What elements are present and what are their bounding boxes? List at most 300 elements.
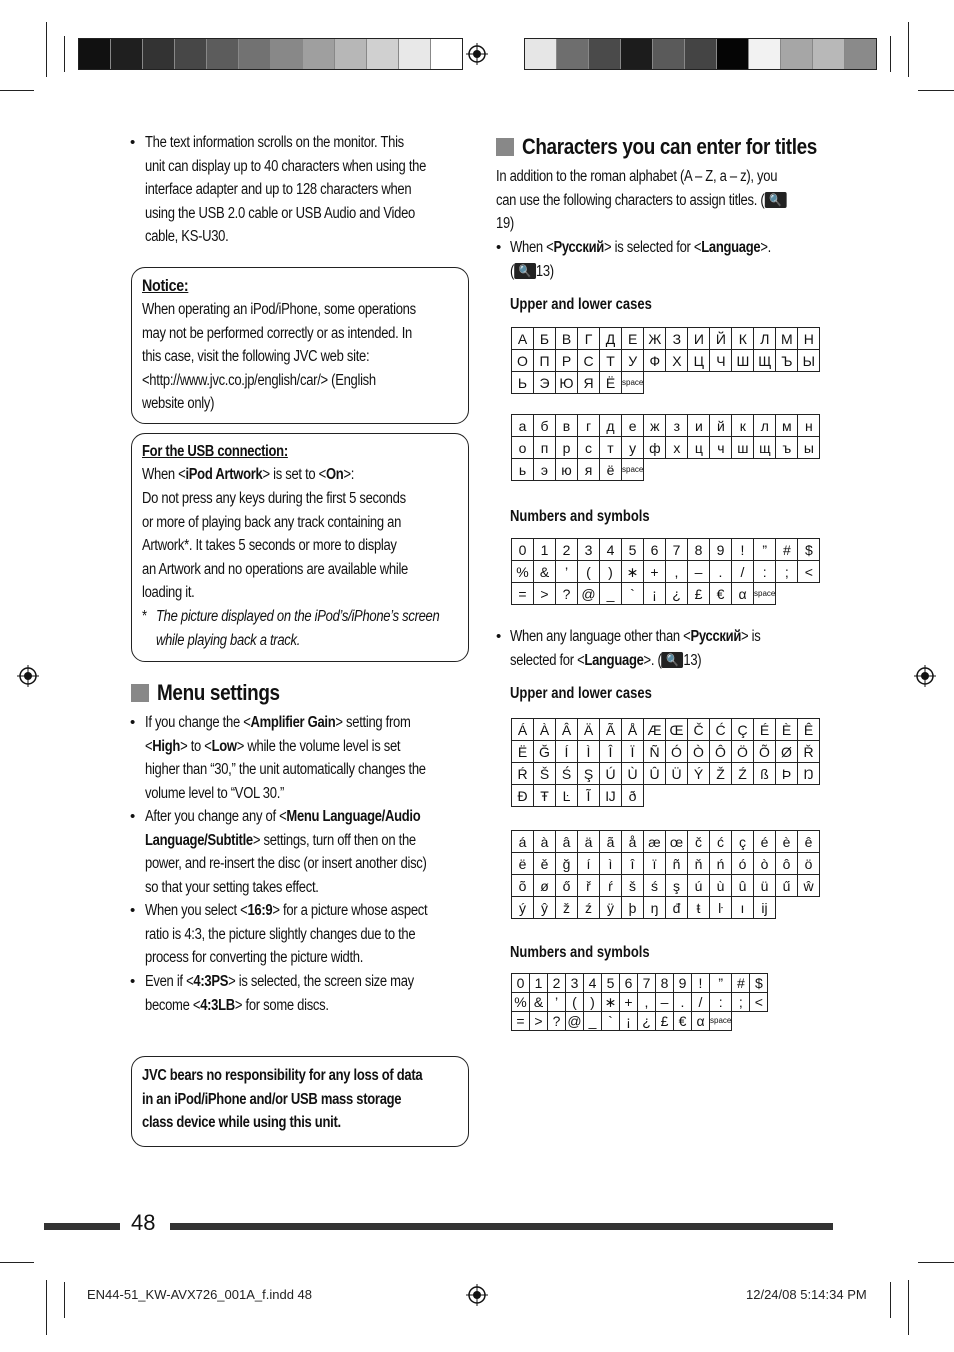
cyrillic-lowercase-table bbox=[511, 414, 820, 481]
char-cell: $ bbox=[750, 974, 768, 993]
menu-bullet-amp-gain: If you change the <Amplifier Gain> setting from <High> to <Low> while the volume level is set higher than “30,” the unit automatically changes the volume level to “VOL 30.” bbox=[145, 714, 426, 802]
char-cell: ŵ bbox=[798, 875, 820, 897]
char-cell: ! bbox=[732, 539, 754, 561]
text-line: loading it. bbox=[142, 584, 195, 601]
char-cell: 0 bbox=[512, 974, 530, 993]
text-line: class device while using this unit. bbox=[142, 1114, 341, 1131]
char-cell: л bbox=[754, 415, 776, 437]
text-line: interface adapter and up to 128 characters when bbox=[145, 181, 412, 198]
char-cell: € bbox=[710, 583, 732, 605]
char-cell: Ž bbox=[710, 763, 732, 785]
char-cell: ć bbox=[710, 831, 732, 853]
char-cell: ř bbox=[578, 875, 600, 897]
char-cell: Ö bbox=[732, 741, 754, 763]
char-cell: : bbox=[754, 561, 776, 583]
char-cell: _ bbox=[600, 583, 622, 605]
char-cell: í bbox=[578, 853, 600, 875]
char-cell: Æ bbox=[644, 719, 666, 741]
char-cell: + bbox=[620, 993, 638, 1012]
char-cell: ê bbox=[798, 831, 820, 853]
char-cell: 5 bbox=[602, 974, 620, 993]
char-cell: й bbox=[710, 415, 732, 437]
char-cell: ц bbox=[688, 437, 710, 459]
char-cell: Х bbox=[666, 350, 688, 372]
char-cell: ò bbox=[754, 853, 776, 875]
char-cell: Ч bbox=[710, 350, 732, 372]
char-cell: К bbox=[732, 328, 754, 350]
text-line: Artwork*. It takes 5 seconds or more to display bbox=[142, 537, 397, 554]
char-cell: û bbox=[732, 875, 754, 897]
char-cell: č bbox=[688, 831, 710, 853]
char-cell: % bbox=[512, 561, 534, 583]
crop-mark bbox=[890, 1282, 891, 1318]
char-cell: 1 bbox=[530, 974, 548, 993]
char-cell: А bbox=[512, 328, 534, 350]
intro-paragraph bbox=[145, 131, 426, 249]
char-cell: ж bbox=[644, 415, 666, 437]
char-cell: space bbox=[622, 372, 644, 394]
crop-mark bbox=[0, 90, 34, 91]
cyr-cases-label: Upper and lower cases bbox=[510, 296, 652, 313]
char-cell: Ò bbox=[688, 741, 710, 763]
char-cell: 2 bbox=[556, 539, 578, 561]
color-swatch bbox=[303, 39, 335, 69]
char-cell: б bbox=[534, 415, 556, 437]
char-cell: + bbox=[644, 561, 666, 583]
char-cell: # bbox=[732, 974, 750, 993]
char-cell: ù bbox=[710, 875, 732, 897]
char-cell: ( bbox=[578, 561, 600, 583]
char-cell: Ú bbox=[600, 763, 622, 785]
char-cell: Ŕ bbox=[512, 763, 534, 785]
char-cell: ì bbox=[600, 853, 622, 875]
char-cell: ð bbox=[622, 785, 644, 807]
registration-mark-icon bbox=[466, 43, 488, 65]
char-cell: Î bbox=[600, 741, 622, 763]
char-cell: ? bbox=[548, 1012, 566, 1031]
char-cell: 4 bbox=[584, 974, 602, 993]
char-cell: м bbox=[776, 415, 798, 437]
char-cell: Й bbox=[710, 328, 732, 350]
char-cell: ” bbox=[754, 539, 776, 561]
char-cell: é bbox=[754, 831, 776, 853]
char-cell: @ bbox=[578, 583, 600, 605]
jvc-disclaimer bbox=[142, 1064, 422, 1135]
bullet-icon: • bbox=[130, 808, 136, 825]
char-cell: 3 bbox=[566, 974, 584, 993]
char-cell: ŷ bbox=[534, 897, 556, 919]
text-line: while playing back a track. bbox=[156, 631, 301, 649]
text-line: The text information scrolls on the monitor. This bbox=[145, 134, 404, 151]
page-rule-right bbox=[170, 1223, 833, 1230]
char-cell: Т bbox=[600, 350, 622, 372]
char-cell: â bbox=[556, 831, 578, 853]
char-cell: α bbox=[692, 1012, 710, 1031]
char-cell: У bbox=[622, 350, 644, 372]
char-cell: 6 bbox=[644, 539, 666, 561]
text-line: using the USB 2.0 cable or USB Audio and Video bbox=[145, 204, 415, 222]
char-cell: Ж bbox=[644, 328, 666, 350]
char-cell: ź bbox=[578, 897, 600, 919]
usb-title: For the USB connection: bbox=[142, 443, 288, 460]
characters-intro: In addition to the roman alphabet (A – Z, a – z), you can use the following characters to assign titles. ( 🔍 19) bbox=[496, 165, 786, 236]
char-cell: 3 bbox=[578, 539, 600, 561]
char-cell: Í bbox=[556, 741, 578, 763]
char-cell: ф bbox=[644, 437, 666, 459]
usb-note bbox=[156, 605, 439, 652]
bullet-icon: • bbox=[130, 134, 136, 151]
char-cell: ś bbox=[644, 875, 666, 897]
char-cell: Б bbox=[534, 328, 556, 350]
char-cell: = bbox=[512, 1012, 530, 1031]
char-cell: ч bbox=[710, 437, 732, 459]
char-cell: space bbox=[622, 459, 644, 481]
menu-bullet-4-3: Even if <4:3PS> is selected, the screen size may become <4:3LB> for some discs. bbox=[145, 973, 414, 1014]
color-swatch bbox=[367, 39, 399, 69]
registration-mark-icon bbox=[914, 665, 936, 687]
russian-bullet: When <Русский> is selected for <Language>. ( 🔍 13) bbox=[510, 239, 772, 280]
char-cell: _ bbox=[584, 1012, 602, 1031]
char-cell: ï bbox=[644, 853, 666, 875]
char-cell: . bbox=[674, 993, 692, 1012]
char-cell: Ć bbox=[710, 719, 732, 741]
char-cell: Ø bbox=[776, 741, 798, 763]
char-cell: & bbox=[534, 561, 556, 583]
char-cell: 9 bbox=[710, 539, 732, 561]
char-cell: å bbox=[622, 831, 644, 853]
char-cell: з bbox=[666, 415, 688, 437]
text-line: JVC bears no responsibility for any loss of data bbox=[142, 1067, 423, 1084]
char-cell: ń bbox=[710, 853, 732, 875]
char-cell: Щ bbox=[754, 350, 776, 372]
char-cell: Ç bbox=[732, 719, 754, 741]
char-cell: Ё bbox=[600, 372, 622, 394]
text-line: may not be performed correctly or as intended. In bbox=[142, 324, 413, 342]
crop-mark bbox=[64, 1282, 65, 1318]
page-number: 48 bbox=[131, 1210, 156, 1235]
char-cell: á bbox=[512, 831, 534, 853]
char-cell: р bbox=[556, 437, 578, 459]
char-cell: Ř bbox=[798, 741, 820, 763]
char-cell: Ю bbox=[556, 372, 578, 394]
char-cell: Ê bbox=[798, 719, 820, 741]
char-cell: Á bbox=[512, 719, 534, 741]
char-cell: Ĩ bbox=[578, 785, 600, 807]
char-cell: , bbox=[666, 561, 688, 583]
char-cell: ь bbox=[512, 459, 534, 481]
char-cell: Д bbox=[600, 328, 622, 350]
color-swatch bbox=[813, 39, 845, 69]
char-cell: œ bbox=[666, 831, 688, 853]
char-cell: Ш bbox=[732, 350, 754, 372]
color-swatch bbox=[207, 39, 239, 69]
char-cell: н bbox=[798, 415, 820, 437]
bullet-icon: • bbox=[130, 973, 136, 990]
char-cell: ß bbox=[754, 763, 776, 785]
char-cell: Ë bbox=[512, 741, 534, 763]
char-cell: > bbox=[534, 583, 556, 605]
char-cell: ъ bbox=[776, 437, 798, 459]
char-cell: space bbox=[710, 1012, 732, 1031]
color-swatch bbox=[685, 39, 717, 69]
char-cell: 1 bbox=[534, 539, 556, 561]
char-cell: ! bbox=[692, 974, 710, 993]
char-cell: õ bbox=[512, 875, 534, 897]
char-cell: = bbox=[512, 583, 534, 605]
char-cell: Š bbox=[534, 763, 556, 785]
char-cell: ? bbox=[556, 583, 578, 605]
bullet-icon: • bbox=[496, 628, 502, 645]
char-cell: ű bbox=[776, 875, 798, 897]
char-cell: ( bbox=[566, 993, 584, 1012]
text-line: <http://www.jvc.co.jp/english/car/> (English bbox=[142, 371, 376, 389]
other-language-bullet: When any language other than <Русский> is selected for <Language>. ( 🔍 13) bbox=[510, 628, 761, 669]
crop-mark bbox=[46, 22, 47, 77]
color-swatch bbox=[525, 39, 557, 69]
char-cell: О bbox=[512, 350, 534, 372]
color-swatch bbox=[79, 39, 111, 69]
char-cell: ı bbox=[732, 897, 754, 919]
char-cell: < bbox=[798, 561, 820, 583]
char-cell: α bbox=[732, 583, 754, 605]
char-cell: щ bbox=[754, 437, 776, 459]
char-cell: É bbox=[754, 719, 776, 741]
symbols-table-2 bbox=[511, 973, 768, 1031]
char-cell: þ bbox=[622, 897, 644, 919]
char-cell: э bbox=[534, 459, 556, 481]
char-cell: ∗ bbox=[602, 993, 620, 1012]
notice-text bbox=[142, 298, 416, 416]
color-swatch bbox=[335, 39, 367, 69]
char-cell: æ bbox=[644, 831, 666, 853]
char-cell: Ñ bbox=[644, 741, 666, 763]
color-swatch bbox=[749, 39, 781, 69]
color-swatch bbox=[621, 39, 653, 69]
crop-mark bbox=[64, 36, 65, 72]
char-cell: ’ bbox=[556, 561, 578, 583]
char-cell: Ź bbox=[732, 763, 754, 785]
char-cell: š bbox=[622, 875, 644, 897]
usb-note-mark: * bbox=[142, 608, 147, 625]
bullet-icon: • bbox=[130, 714, 136, 731]
text-line: in an iPod/iPhone and/or USB mass storage bbox=[142, 1090, 402, 1108]
char-cell: З bbox=[666, 328, 688, 350]
registration-mark-icon bbox=[466, 1284, 488, 1306]
char-cell: ý bbox=[512, 897, 534, 919]
char-cell: ŕ bbox=[600, 875, 622, 897]
bullet-icon: • bbox=[130, 902, 136, 919]
cyrillic-uppercase-table bbox=[511, 327, 820, 394]
char-cell: ö bbox=[798, 853, 820, 875]
char-cell: space bbox=[754, 583, 776, 605]
char-cell: Ŀ bbox=[556, 785, 578, 807]
char-cell: Ŋ bbox=[798, 763, 820, 785]
char-cell: и bbox=[688, 415, 710, 437]
char-cell: к bbox=[732, 415, 754, 437]
char-cell: À bbox=[534, 719, 556, 741]
char-cell: 7 bbox=[638, 974, 656, 993]
char-cell: Ã bbox=[600, 719, 622, 741]
char-cell: е bbox=[622, 415, 644, 437]
char-cell: ŧ bbox=[688, 897, 710, 919]
char-cell: Н bbox=[798, 328, 820, 350]
numbers-label-2: Numbers and symbols bbox=[510, 944, 650, 961]
char-cell: £ bbox=[656, 1012, 674, 1031]
color-swatch bbox=[399, 39, 431, 69]
char-cell: ş bbox=[666, 875, 688, 897]
char-cell: ш bbox=[732, 437, 754, 459]
char-cell: ñ bbox=[666, 853, 688, 875]
char-cell: Л bbox=[754, 328, 776, 350]
char-cell: < bbox=[750, 993, 768, 1012]
notice-title: Notice: bbox=[142, 276, 189, 295]
footer-file-info: EN44-51_KW-AVX726_001A_f.indd 48 bbox=[87, 1287, 313, 1302]
char-cell: 5 bbox=[622, 539, 644, 561]
char-cell: Â bbox=[556, 719, 578, 741]
section-square-icon bbox=[131, 684, 149, 702]
char-cell: Ц bbox=[688, 350, 710, 372]
char-cell: ё bbox=[600, 459, 622, 481]
char-cell: М bbox=[776, 328, 798, 350]
numbers-label-1: Numbers and symbols bbox=[510, 508, 650, 525]
char-cell: Ô bbox=[710, 741, 732, 763]
char-cell: Р bbox=[556, 350, 578, 372]
char-cell: В bbox=[556, 328, 578, 350]
char-cell: # bbox=[776, 539, 798, 561]
char-cell: Ъ bbox=[776, 350, 798, 372]
char-cell: ø bbox=[534, 875, 556, 897]
bullet-icon: • bbox=[496, 239, 502, 256]
color-swatch bbox=[717, 39, 749, 69]
char-cell: ¿ bbox=[666, 583, 688, 605]
menu-bullet-16-9: When you select <16:9> for a picture whose aspect ratio is 4:3, the picture slightly changes due to the process for converting the picture width. bbox=[145, 902, 428, 966]
text-line: The picture displayed on the iPod’s/iPhone’s screen bbox=[156, 608, 440, 625]
text-line: this case, visit the following JVC web site: bbox=[142, 348, 370, 365]
color-swatch bbox=[653, 39, 685, 69]
char-cell: ŀ bbox=[710, 897, 732, 919]
char-cell: ; bbox=[732, 993, 750, 1012]
char-cell: у bbox=[622, 437, 644, 459]
char-cell: ğ bbox=[556, 853, 578, 875]
char-cell: à bbox=[534, 831, 556, 853]
char-cell: ` bbox=[622, 583, 644, 605]
char-cell: / bbox=[692, 993, 710, 1012]
char-cell: Ó bbox=[666, 741, 688, 763]
char-cell: ’ bbox=[548, 993, 566, 1012]
char-cell: 6 bbox=[620, 974, 638, 993]
char-cell: ĳ bbox=[754, 897, 776, 919]
char-cell: Ы bbox=[798, 350, 820, 372]
char-cell: ∗ bbox=[622, 561, 644, 583]
color-calibration-bar-left bbox=[78, 38, 463, 70]
color-swatch bbox=[589, 39, 621, 69]
crop-mark bbox=[918, 90, 954, 91]
char-cell: Þ bbox=[776, 763, 798, 785]
color-calibration-bar-right bbox=[524, 38, 877, 70]
char-cell: € bbox=[674, 1012, 692, 1031]
char-cell: Ŧ bbox=[534, 785, 556, 807]
color-swatch bbox=[239, 39, 271, 69]
color-swatch bbox=[557, 39, 589, 69]
latin-lowercase-table bbox=[511, 830, 820, 919]
char-cell: % bbox=[512, 993, 530, 1012]
color-swatch bbox=[111, 39, 143, 69]
char-cell: ) bbox=[584, 993, 602, 1012]
crop-mark bbox=[908, 22, 909, 77]
crop-mark bbox=[918, 1262, 954, 1263]
char-cell: & bbox=[530, 993, 548, 1012]
char-cell: $ bbox=[798, 539, 820, 561]
char-cell: ю bbox=[556, 459, 578, 481]
text-line: an Artwork and no operations are available while bbox=[142, 560, 408, 578]
char-cell: Г bbox=[578, 328, 600, 350]
char-cell: ő bbox=[556, 875, 578, 897]
char-cell: Я bbox=[578, 372, 600, 394]
footer-timestamp: 12/24/08 5:14:34 PM bbox=[746, 1287, 867, 1302]
registration-mark-icon bbox=[17, 665, 39, 687]
char-cell: ¡ bbox=[644, 583, 666, 605]
color-swatch bbox=[845, 39, 876, 69]
char-cell: ě bbox=[534, 853, 556, 875]
char-cell: ¿ bbox=[638, 1012, 656, 1031]
char-cell: ) bbox=[600, 561, 622, 583]
latin-cases-label: Upper and lower cases bbox=[510, 685, 652, 702]
char-cell: Ş bbox=[578, 763, 600, 785]
char-cell: ы bbox=[798, 437, 820, 459]
char-cell: ç bbox=[732, 831, 754, 853]
char-cell: Ü bbox=[666, 763, 688, 785]
char-cell: £ bbox=[688, 583, 710, 605]
char-cell: : bbox=[710, 993, 732, 1012]
crop-mark bbox=[890, 36, 891, 72]
char-cell: ô bbox=[776, 853, 798, 875]
color-swatch bbox=[175, 39, 207, 69]
char-cell: о bbox=[512, 437, 534, 459]
magnifier-icon: 🔍 bbox=[764, 192, 786, 208]
crop-mark bbox=[908, 1280, 909, 1335]
char-cell: Đ bbox=[512, 785, 534, 807]
char-cell: ã bbox=[600, 831, 622, 853]
char-cell: 2 bbox=[548, 974, 566, 993]
char-cell: Ï bbox=[622, 741, 644, 763]
char-cell: 7 bbox=[666, 539, 688, 561]
char-cell: Е bbox=[622, 328, 644, 350]
char-cell: Ì bbox=[578, 741, 600, 763]
char-cell: д bbox=[600, 415, 622, 437]
char-cell: х bbox=[666, 437, 688, 459]
text-line: cable, KS-U30. bbox=[145, 228, 229, 245]
char-cell: ó bbox=[732, 853, 754, 875]
char-cell: ÿ bbox=[600, 897, 622, 919]
char-cell: 9 bbox=[674, 974, 692, 993]
char-cell: в bbox=[556, 415, 578, 437]
text-line: unit can display up to 40 characters when using the bbox=[145, 157, 427, 175]
crop-mark bbox=[46, 1280, 47, 1335]
color-swatch bbox=[271, 39, 303, 69]
char-cell: Ф bbox=[644, 350, 666, 372]
char-cell: а bbox=[512, 415, 534, 437]
char-cell: 4 bbox=[600, 539, 622, 561]
char-cell: Å bbox=[622, 719, 644, 741]
char-cell: @ bbox=[567, 1013, 582, 1029]
char-cell: п bbox=[534, 437, 556, 459]
char-cell: – bbox=[688, 561, 710, 583]
magnifier-icon: 🔍 bbox=[662, 652, 684, 668]
characters-heading: Characters you can enter for titles bbox=[496, 134, 865, 160]
char-cell: î bbox=[622, 853, 644, 875]
text-line: or more of playing back any track containing an bbox=[142, 513, 402, 531]
usb-text bbox=[142, 487, 408, 605]
